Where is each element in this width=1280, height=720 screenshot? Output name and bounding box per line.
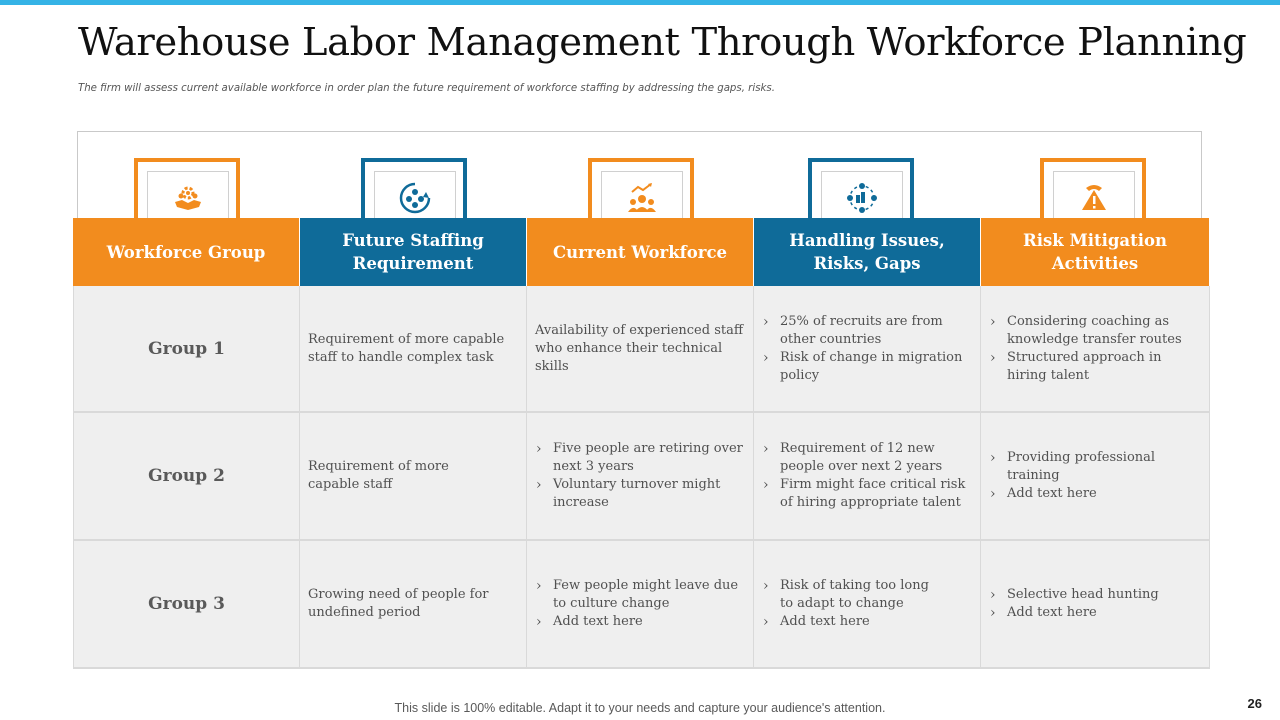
group-3-label: Group 3	[73, 541, 300, 669]
list-item: › Add text here	[988, 604, 1159, 622]
list-item: › Risk of taking too long to adapt to change	[761, 577, 945, 613]
icon-box-risk-mitigation	[1040, 158, 1146, 220]
row-3-future-staffing: Growing need of people for undefined period	[300, 541, 527, 669]
row-2-current-workforce	[527, 413, 754, 541]
list-item: › Add text here	[534, 613, 746, 631]
row-2-mitigation	[981, 413, 1210, 541]
top-accent-bar	[0, 0, 1280, 5]
list-item: › Voluntary turnover might increase	[534, 476, 746, 512]
row-1-future-staffing: Requirement of more capable staff to handle complex task	[300, 286, 527, 413]
header-handling-issues: Handling Issues, Risks, Gaps	[754, 218, 981, 286]
list-item: › Firm might face critical risk of hiring appropriate talent	[761, 476, 973, 512]
list-item: › Requirement of 12 new people over next 2 years	[761, 440, 973, 476]
people-growth-icon	[626, 182, 658, 214]
icon-box-workforce-group	[134, 158, 240, 220]
workforce-table	[73, 218, 1210, 669]
row-3-current-workforce	[527, 541, 754, 669]
icon-box-handling-issues	[808, 158, 914, 220]
icon-box-future-staffing	[361, 158, 467, 220]
list-item: › Selective head hunting	[988, 586, 1159, 604]
row-1-current-workforce: Availability of experienced staff who enhance their technical skills	[527, 286, 754, 413]
header-future-staffing: Future Staffing Requirement	[300, 218, 527, 286]
row-2-issues	[754, 413, 981, 541]
group-2-label: Group 2	[73, 413, 300, 541]
row-3-issues	[754, 541, 981, 669]
list-item: › Risk of change in migration policy	[761, 349, 973, 385]
list-item: › 25% of recruits are from other countries	[761, 313, 973, 349]
page-number: 26	[1247, 696, 1262, 711]
row-1-issues	[754, 286, 981, 413]
warning-alert-icon	[1078, 182, 1110, 214]
header-workforce-group: Workforce Group	[73, 218, 300, 286]
hands-gears-icon	[172, 182, 204, 214]
row-1-mitigation	[981, 286, 1210, 413]
icon-box-current-workforce	[588, 158, 694, 220]
row-3-mitigation	[981, 541, 1210, 669]
team-cycle-icon	[399, 182, 431, 214]
list-item: › Five people are retiring over next 3 years	[534, 440, 746, 476]
row-2-future-staffing: Requirement of more capable staff	[300, 413, 527, 541]
list-item: › Providing professional training	[988, 449, 1157, 485]
list-item: › Add text here	[761, 613, 945, 631]
list-item: › Structured approach in hiring talent	[988, 349, 1202, 385]
business-cycle-icon	[846, 182, 878, 214]
list-item: › Few people might leave due to culture change	[534, 577, 746, 613]
list-item: › Considering coaching as knowledge transfer routes	[988, 313, 1202, 349]
header-risk-mitigation: Risk Mitigation Activities	[981, 218, 1210, 286]
header-current-workforce: Current Workforce	[527, 218, 754, 286]
slide-title: Warehouse Labor Management Through Workforce Planning	[78, 20, 1247, 65]
footer-note: This slide is 100% editable. Adapt it to your needs and capture your audience's attention.	[394, 701, 886, 715]
list-item: › Add text here	[988, 485, 1157, 503]
group-1-label: Group 1	[73, 286, 300, 413]
slide-subtitle: The firm will assess current available workforce in order plan the future requirement of workforce staffing by addressing the gaps, risks.	[78, 83, 775, 94]
